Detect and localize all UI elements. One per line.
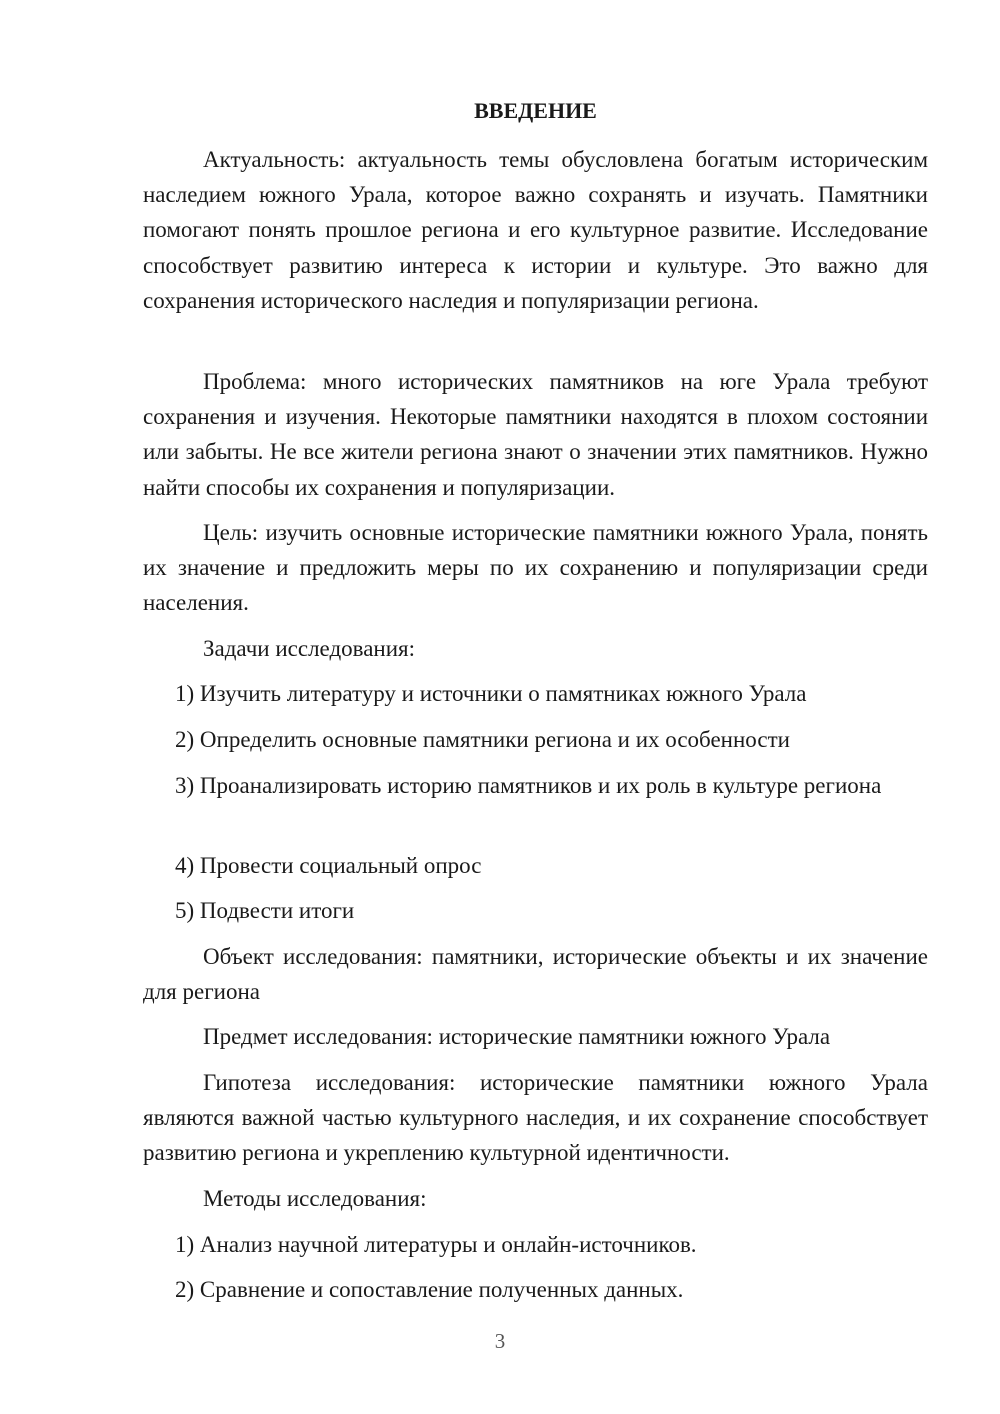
object-paragraph: Объект исследования: памятники, исторические объекты и их значение для региона [143,944,928,1005]
task-item: 5) Подвести итоги [175,898,355,923]
method-item: 2) Сравнение и сопоставление полученных данных. [175,1277,684,1302]
task-item: 1) Изучить литературу и источники о памятниках южного Урала [175,681,807,706]
page-title: ВВЕДЕНИЕ [474,98,597,123]
relevance-paragraph: Актуальность: актуальность темы обусловлена богатым историческим наследием южного Урала, которое важно сохранять и изучать. Памятники помогают понять прошлое региона и его культурное развитие. Исследование способствует развитию интереса к истории и культуре. Это важно для сохранения исторического наследия и популяризации региона. [143,147,928,313]
subject-paragraph: Предмет исследования: исторические памятники южного Урала [203,1024,831,1049]
task-item: 3) Проанализировать историю памятников и их роль в культуре региона [175,773,882,798]
task-item: 2) Определить основные памятники региона и их особенности [175,727,790,752]
goal-paragraph: Цель: изучить основные исторические памятники южного Урала, понять их значение и предложить меры по их сохранению и популяризации среди населения. [143,520,928,616]
page-number: 3 [494,1329,506,1353]
methods-heading: Методы исследования: [203,1186,427,1211]
tasks-heading: Задачи исследования: [203,636,416,661]
hypothesis-paragraph: Гипотеза исследования: исторические памятники южного Урала являются важной частью культурного наследия, и их сохранение способствует развитию региона и укреплению культурной идентичности. [143,1070,928,1166]
method-item: 1) Анализ научной литературы и онлайн-источников. [175,1232,697,1257]
task-item: 4) Провести социальный опрос [175,853,482,878]
problem-paragraph: Проблема: много исторических памятников на юге Урала требуют сохранения и изучения. Некоторые памятники находятся в плохом состоянии или забыты. Не все жители региона знают о значении этих памятников. Нужно найти способы их сохранения и популяризации. [143,369,928,500]
